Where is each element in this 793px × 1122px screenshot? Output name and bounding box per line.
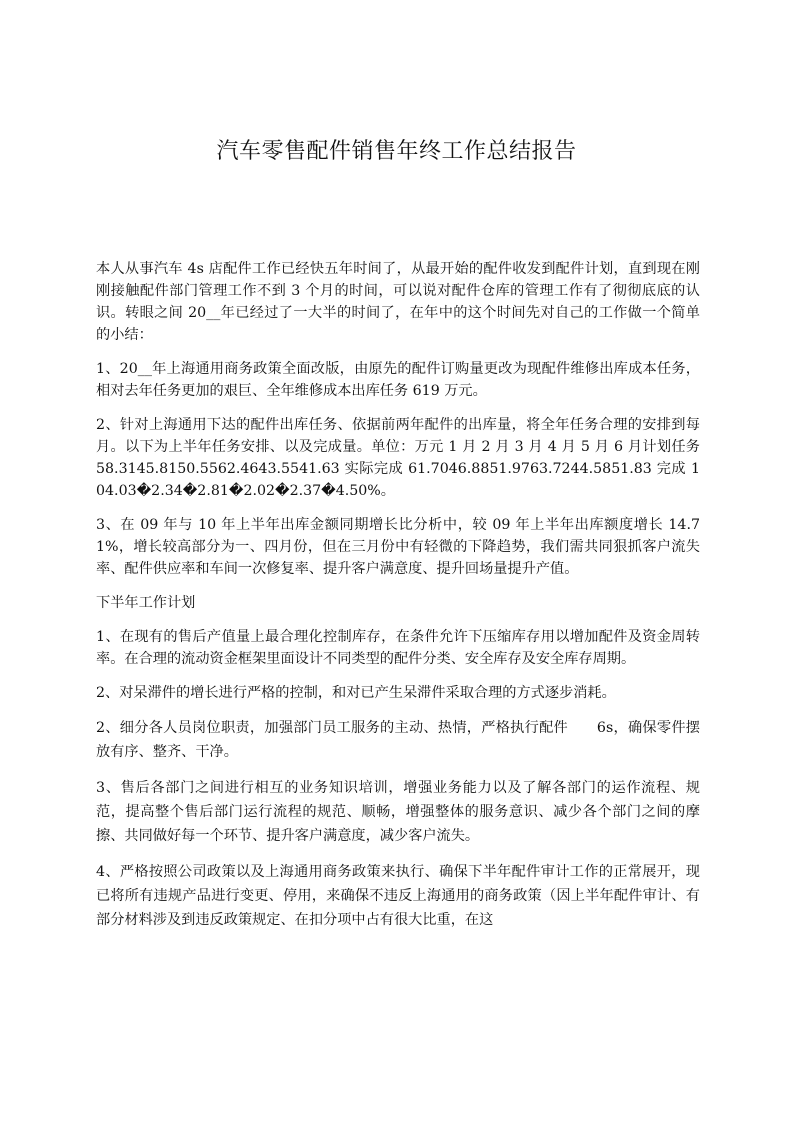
plan-item-2: 2、对呆滞件的增长进行严格的控制，和对已产生呆滞件采取合理的方式逐步消耗。 xyxy=(96,685,616,701)
paragraph-item-2: 2、针对上海通用下达的配件出库任务、依据前两年配件的出库量，将全年任务合理的安排到每月。以下为上半年任务安排、以及完成量。单位：万元 1 月 2 月 3 月 4 月 5 月 6 月计划任务 58.3145.8150.5562.4643.5541.63 实际完成 61.7046.8851.9763.7244.5851.83 完成 104.03�2.34�2.81�2.02�2.37�4.50%。 xyxy=(96,417,700,499)
paragraph-item-1: 1、20__年上海通用商务政策全面改版，由原先的配件订购量更改为现配件维修出库成本任务，相对去年任务更加的艰巨、全年维修成本出库任务 619 万元。 xyxy=(96,361,700,399)
plan-item-3: 3、售后各部门之间进行相互的业务知识培训，增强业务能力以及了解各部门的运作流程、规范，提高整个售后部门运行流程的规范、顺畅，增强整体的服务意识、减少各个部门之间的摩擦、共同做好每一个环节、提升客户满意度，减少客户流失。 xyxy=(96,780,700,844)
plan-item-2b: 2、细分各人员岗位职责，加强部门员工服务的主动、热情，严格执行配件 6s，确保零件摆放有序、整齐、干净。 xyxy=(96,720,700,760)
plan-item-1: 1、在现有的售后产值量上最合理化控制库存，在条件允许下压缩库存用以增加配件及资金周转率。在合理的流动资金框架里面设计不同类型的配件分类、安全库存及安全库存周期。 xyxy=(96,629,700,667)
document-body xyxy=(96,258,700,944)
intro-paragraph: 本人从事汽车 4s 店配件工作已经快五年时间了，从最开始的配件收发到配件计划，直到现在刚刚接触配件部门管理工作不到 3 个月的时间，可以说对配件仓库的管理工作有了彻彻底底的认识。转眼之间 20__年已经过了一大半的时间了，在年中的这个时间先对自己的工作做一个简单的小结： xyxy=(96,261,700,343)
paragraph-item-3: 3、在 09 年与 10 年上半年出库金额同期增长比分析中，较 09 年上半年出库额度增长 14.71%，增长较高部分为一、四月份，但在三月份中有轻微的下降趋势，我们需共同狠抓客户流失率、配件供应率和车间一次修复率、提升客户满意度、提升回场量提升产值。 xyxy=(96,517,700,577)
document-title: 汽车零售配件销售年终工作总结报告 xyxy=(216,139,577,164)
section-heading-plan: 下半年工作计划 xyxy=(96,595,196,611)
plan-item-4: 4、严格按照公司政策以及上海通用商务政策来执行、确保下半年配件审计工作的正常展开，现已将所有违规产品进行变更、停用，来确保不违反上海通用的商务政策（因上半年配件审计、有部分材料涉及到违反政策规定、在扣分项中占有很大比重，在这 xyxy=(96,864,700,928)
